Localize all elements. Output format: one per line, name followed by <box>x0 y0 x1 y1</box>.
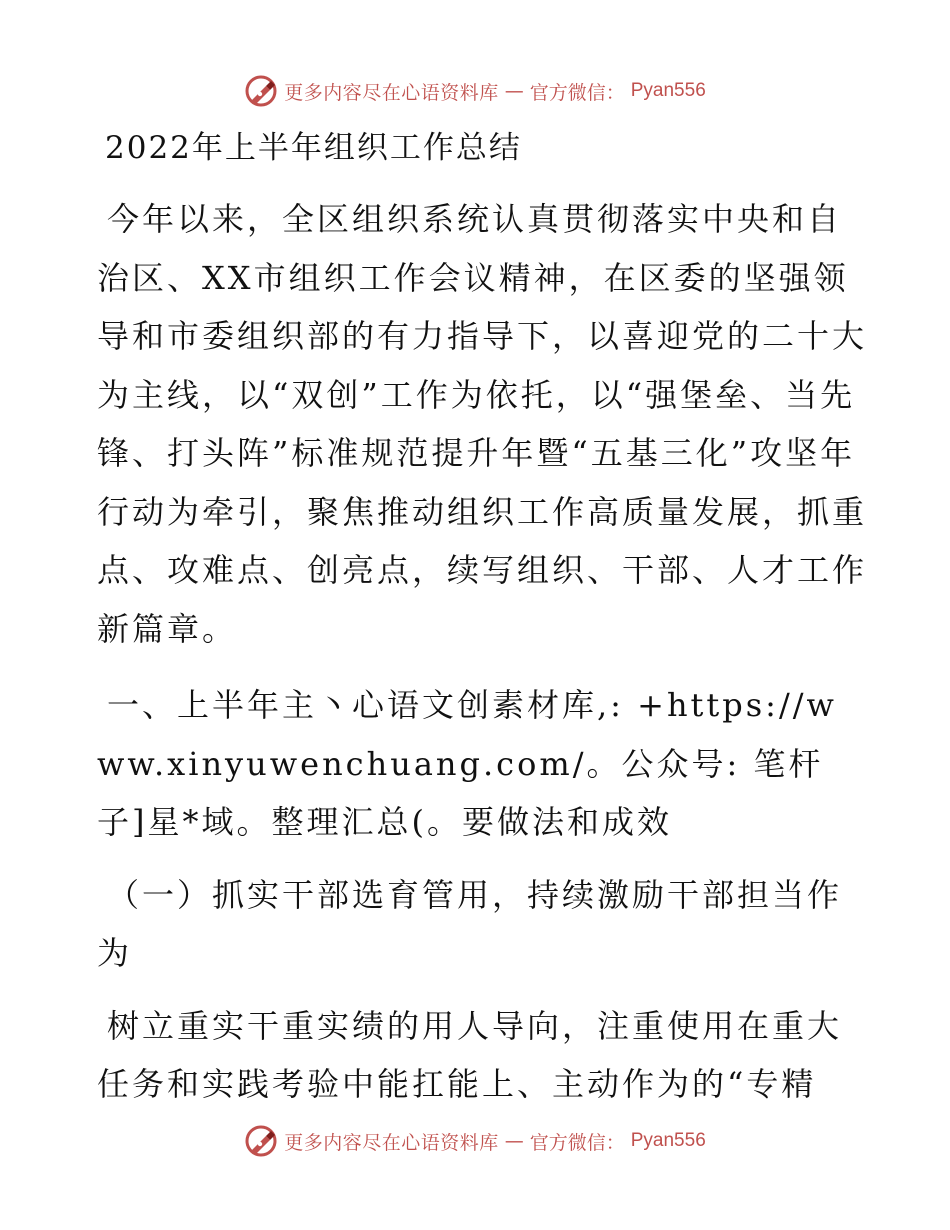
header-watermark <box>0 68 950 114</box>
pen-logo-icon <box>244 74 278 108</box>
watermark-label: 官方微信： <box>529 1131 625 1154</box>
watermark-text: 更多内容尽在心语资料库 <box>284 81 499 104</box>
watermark-wechat-id: Pyan556 <box>630 80 706 101</box>
subsection-heading-1: （一）抓实干部选育管用，持续激励干部担当作为 <box>97 875 843 972</box>
watermark-group <box>244 74 706 108</box>
watermark-label: 官方微信： <box>529 81 625 104</box>
pen-logo-icon <box>244 1124 278 1158</box>
watermark-wechat-id: Pyan556 <box>630 1130 706 1151</box>
document-title: 2022年上半年组织工作总结 <box>105 130 522 166</box>
document-body <box>97 122 867 1132</box>
watermark-text: 更多内容尽在心语资料库 <box>284 1131 499 1154</box>
section-heading-1: 一、上半年主丶心语文创素材库,: +https://www.xinyuwenchuang.com/。公众号: 笔杆子]星*域。整理汇总(。要做法和成效 <box>97 686 837 841</box>
footer-watermark <box>0 1118 950 1164</box>
paragraph-body: 树立重实干重实绩的用人导向，注重使用在重大任务和实践考验中能扛能上、主动作为的“专精 <box>97 1006 843 1103</box>
paragraph-intro: 今年以来，全区组织系统认真贯彻落实中央和自治区、XX市组织工作会议精神，在区委的坚强领导和市委组织部的有力指导下，以喜迎党的二十大为主线，以“双创”工作为依托，以“强堡垒、当先锋、打头阵”标准规范提升年暨“五基三化”攻坚年行动为牵引，聚焦推动组织工作高质量发展，抓重点、攻难点、创亮点，续写组织、干部、人才工作新篇章。 <box>97 200 868 648</box>
watermark-group <box>244 1124 706 1158</box>
watermark-separator: — <box>504 1130 524 1152</box>
watermark-separator: — <box>504 80 524 102</box>
